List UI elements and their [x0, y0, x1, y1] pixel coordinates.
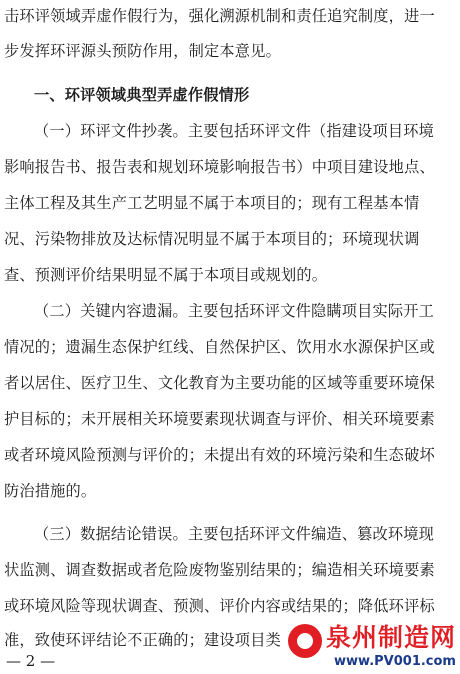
subsection-3-line-2: 状监测、调查数据或者危险废物鉴别结果的；编造相关环境要素 [4, 561, 435, 579]
subsection-1-line-3: 主体工程及其生产工艺明显不属于本项目的；现有工程基本情 [4, 194, 420, 212]
watermark-url: www.PV001.com [334, 654, 456, 669]
page-number: — 2 — [6, 652, 56, 670]
subsection-2-line-6: 防治措施的。 [4, 482, 97, 500]
subsection-1-line-2: 影响报告书、报告表和规划环境影响报告书）中项目建设地点、 [4, 158, 435, 176]
subsection-1-line-4: 况、污染物排放及达标情况明显不属于本项目的；环境现状调 [4, 230, 420, 248]
subsection-1-line-5: 查、预测评价结果明显不属于本项目或规划的。 [4, 266, 328, 284]
site-watermark [276, 622, 456, 672]
subsection-2-line-5: 或者环境风险预测与评价的；未提出有效的环境污染和生态破坏 [4, 446, 435, 464]
subsection-2-line-2: 情况的；遗漏生态保护红线、自然保护区、饮用水水源保护区或 [4, 338, 435, 356]
body-line-2: 步发挥环评源头预防作用，制定本意见。 [4, 42, 281, 60]
subsection-3-line-4: 准，致使环评结论不正确的；建设项目类 [4, 631, 281, 649]
subsection-3-line-1: （三）数据结论错误。主要包括环评文件编造、篡改环境现 [34, 525, 435, 543]
watermark-title: 泉州制造网 [326, 623, 457, 652]
section-heading: 一、环评领域典型弄虚作假情形 [34, 86, 250, 104]
body-line-1: 击环评领域弄虚作假行为，强化溯源机制和责任追究制度，进一 [4, 7, 435, 25]
subsection-1-line-1: （一）环评文件抄袭。主要包括环评文件（指建设项目环境 [34, 122, 435, 140]
subsection-3-line-3: 或环境风险等现状调查、预测、评价内容或结果的；降低环评标 [4, 597, 435, 615]
subsection-2-line-4: 护目标的；未开展相关环境要素现状调查与评价、相关环境要素 [4, 410, 435, 428]
watermark-logo-icon [288, 624, 322, 658]
subsection-2-line-3: 者以居住、医疗卫生、文化教育为主要功能的区域等重要环境保 [4, 374, 435, 392]
subsection-2-line-1: （二）关键内容遗漏。主要包括环评文件隐瞒项目实际开工 [34, 302, 435, 320]
